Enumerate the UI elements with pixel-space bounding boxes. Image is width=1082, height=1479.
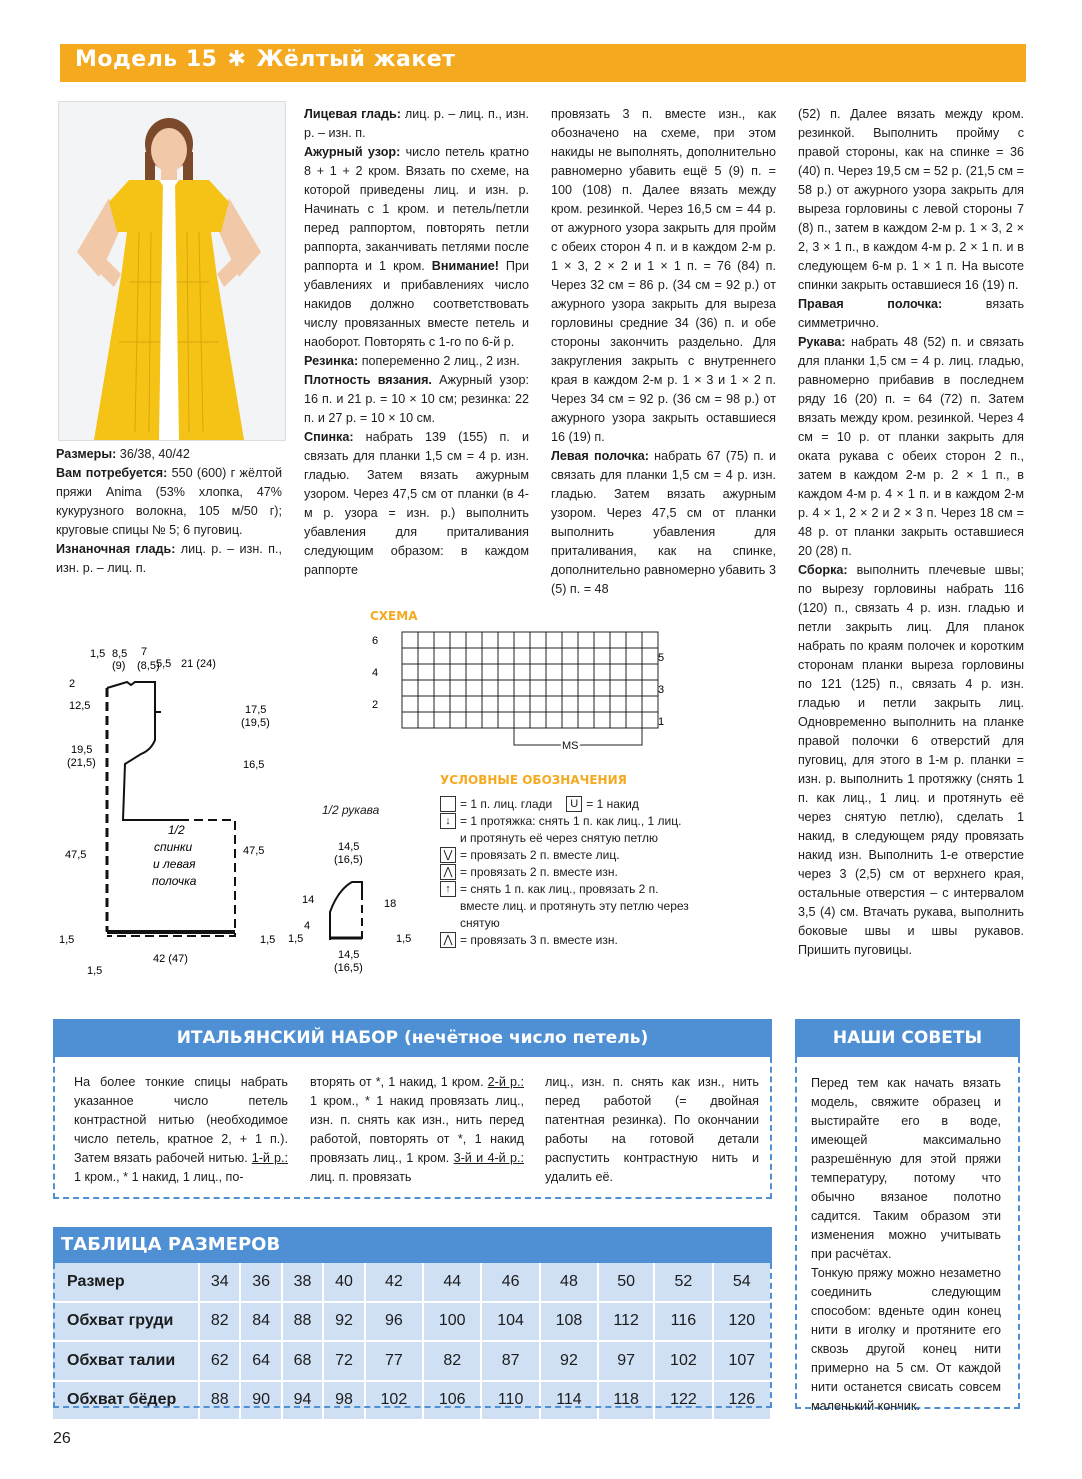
chart-cell bbox=[546, 696, 562, 712]
dim-right-4: 47,5 bbox=[243, 845, 265, 857]
diagram-label-4: полочка bbox=[152, 874, 197, 888]
size-table-cell: 106 bbox=[423, 1381, 481, 1421]
chart-cell bbox=[482, 632, 498, 648]
size-table-cell: 48 bbox=[540, 1263, 598, 1302]
chart-cell bbox=[466, 632, 482, 648]
dim-left-6: 1,5 bbox=[59, 934, 75, 946]
dim-top-4: (9) bbox=[112, 660, 126, 672]
legend-text: = провязать 2 п. вместе изн. bbox=[460, 865, 618, 879]
size-table-cell: 116 bbox=[654, 1302, 712, 1342]
size-table-cell: 98 bbox=[323, 1381, 364, 1421]
italian-col-2 bbox=[310, 1073, 524, 1187]
purl-stitch-text: лиц. р. – изн. п., изн. р. – лиц. п. bbox=[56, 542, 282, 575]
chart-cell bbox=[610, 632, 626, 648]
legend-text: = снять 1 п. как лиц., провязать 2 п. вместе лиц. и протянуть эту петлю через снятую bbox=[460, 882, 689, 930]
tips-text bbox=[811, 1074, 1001, 1416]
dim-right-3: 16,5 bbox=[243, 759, 265, 771]
right-front-label: Правая полочка: bbox=[798, 297, 943, 311]
sleeve-dim-left-3: 1,5 bbox=[288, 933, 304, 945]
size-table-cell: 102 bbox=[365, 1381, 423, 1421]
chart-cell bbox=[482, 712, 498, 728]
chart-cell bbox=[514, 664, 530, 680]
chart-cell bbox=[466, 648, 482, 664]
k2tog-icon: ⋁ bbox=[440, 847, 456, 863]
chart-cell bbox=[434, 664, 450, 680]
instructions-column-2 bbox=[304, 105, 529, 580]
chart-cell bbox=[578, 680, 594, 696]
size-table-cell: 68 bbox=[282, 1341, 323, 1381]
sizes-value: 36/38, 40/42 bbox=[116, 447, 190, 461]
chart-cell bbox=[562, 696, 578, 712]
chart-cell bbox=[530, 664, 546, 680]
chart-cell bbox=[562, 680, 578, 696]
tip-2: Тонкую пряжу можно незаметно соединить следующим способом: вденьте один конец нити в иголку и протяните его сквозь другой конец нити примерно на 5 см. От каждой нити останется свисать совсем маленький кончик. bbox=[811, 1266, 1001, 1413]
legend bbox=[440, 796, 690, 949]
size-table-cell: 82 bbox=[423, 1341, 481, 1381]
size-table-cell: 54 bbox=[713, 1263, 771, 1302]
italian-text: вторять от *, 1 накид, 1 кром. bbox=[310, 1075, 488, 1089]
size-table-cell: 88 bbox=[282, 1302, 323, 1342]
ssk-icon: ↓ bbox=[440, 813, 456, 829]
chart-cell bbox=[578, 664, 594, 680]
pattern-diagram bbox=[55, 640, 285, 980]
chart-cell bbox=[482, 664, 498, 680]
chart-cell bbox=[530, 648, 546, 664]
chart-cell bbox=[482, 680, 498, 696]
italian-text: лиц. п. провязать bbox=[310, 1170, 412, 1184]
legend-item bbox=[440, 932, 690, 949]
tip-1: Перед тем как начать вязать модель, свяжите образец и выстирайте его в воде, имеющей максимально разрешённую для этой пряжи температуру, потому что обычно вязаное полотно садится. Таким образом эти изменения можно учитывать при расчётах. bbox=[811, 1076, 1001, 1261]
sleeve-dim-top: 14,5 bbox=[338, 841, 360, 853]
size-table-cell: 97 bbox=[598, 1341, 654, 1381]
size-table-cell: 82 bbox=[199, 1302, 240, 1342]
sleeve-dim-left-2: 4 bbox=[304, 920, 311, 932]
size-table-cell: 92 bbox=[323, 1302, 364, 1342]
chart-cell bbox=[562, 632, 578, 648]
left-front-text: набрать 67 (75) п. и связать для планки 1,5 см = 4 р. изн. гладью. Затем вязать ажурным узором. Через 47,5 см от планки выполнить убавления для приталивания, как на спинке, дополнительно равномерно убавить 3 (5) п. = 48 bbox=[551, 449, 776, 596]
chart-cell bbox=[546, 632, 562, 648]
instructions-column-4 bbox=[798, 105, 1024, 960]
chart-cell bbox=[642, 632, 658, 648]
schema-title: СХЕМА bbox=[370, 609, 418, 623]
back-text: набрать 139 (155) п. и связать для планки 1,5 см = 4 р. изн. гладью. Затем вязать ажурным узором. Через 47,5 см от планки (в 4-м р. узора = изн. р.) выполнить убавления для приталивания следующим образом: в каждом раппорте bbox=[304, 430, 529, 577]
chart-cell bbox=[594, 664, 610, 680]
size-table-cell: 34 bbox=[199, 1263, 240, 1302]
dim-right-5: 1,5 bbox=[260, 934, 276, 946]
assembly-text: выполнить плечевые швы; по вырезу горловины набрать 116 (120) п., связать 4 р. изн. гладью и петли закрыть лиц. Для планок набрать по краям полочек и коротким сторонам планки выреза горловины по 121 (125) п., связать 4 р. изн. гладью и петли закрыть лиц. Одновременно выполнить на планке правой полочки 6 отверстий для пуговиц, для этого в 1-м р. планки = изн. р. выполнить 1 протяжку (снять 1 п. как лиц., 1 лиц. и протянуть её через снятую петлю), сделать 1 накид, в следующем ряду провязать накид изн. Выполнить 1-е отверстие через 3 (2,5) см от верхнего края, остальные отверстия – с интервалом 3,5 (4) см. Втачать рукава, выполнить боковые швы и швы рукавов. Пришить пуговицы. bbox=[798, 563, 1024, 957]
chart-cell bbox=[530, 680, 546, 696]
chart-cell bbox=[418, 632, 434, 648]
chart-cell bbox=[626, 664, 642, 680]
chart-cell bbox=[626, 680, 642, 696]
dim-left-3: 19,5 bbox=[71, 744, 93, 756]
chart-cell bbox=[450, 632, 466, 648]
chart-cell bbox=[402, 632, 418, 648]
size-table-cell: 36 bbox=[240, 1263, 281, 1302]
intro-block bbox=[56, 445, 282, 578]
lace-text-2: При убавлениях и прибавлениях число накидов должно соответствовать числу провязанных вместе петель и наоборот. Повторять с 1-го по 6-й р. bbox=[304, 259, 530, 349]
dim-top-6: 5,5 bbox=[156, 658, 172, 670]
dim-left-5: 47,5 bbox=[65, 849, 87, 861]
sleeve-diagram bbox=[290, 830, 420, 980]
chart-cell bbox=[434, 648, 450, 664]
size-table-cell: 50 bbox=[598, 1263, 654, 1302]
legend-title: УСЛОВНЫЕ ОБОЗНАЧЕНИЯ bbox=[440, 773, 627, 787]
chart-cell bbox=[546, 648, 562, 664]
size-table-cell: 87 bbox=[481, 1341, 539, 1381]
sleeve-title: 1/2 рукава bbox=[322, 803, 380, 817]
diagram-label-3: и левая bbox=[153, 857, 196, 871]
size-table-cell: 110 bbox=[481, 1381, 539, 1421]
chart-cell bbox=[642, 664, 658, 680]
row-label-3: 3 bbox=[658, 684, 665, 696]
chart-cell bbox=[402, 712, 418, 728]
chart-cell bbox=[402, 648, 418, 664]
size-table-row bbox=[53, 1341, 771, 1381]
chart-cell bbox=[562, 664, 578, 680]
size-table-row-label: Размер bbox=[53, 1263, 199, 1302]
chart-cell bbox=[530, 632, 546, 648]
dim-top-3: 7 bbox=[141, 646, 148, 658]
legend-item bbox=[440, 796, 690, 813]
chart-cell bbox=[530, 696, 546, 712]
model-photo bbox=[58, 101, 286, 441]
chart-cell bbox=[450, 680, 466, 696]
size-table-cell: 42 bbox=[365, 1263, 423, 1302]
chart-cell bbox=[594, 648, 610, 664]
stitch-chart bbox=[362, 628, 682, 753]
chart-cell bbox=[450, 696, 466, 712]
chart-cell bbox=[642, 648, 658, 664]
size-table-cell: 96 bbox=[365, 1302, 423, 1342]
chart-cell bbox=[482, 696, 498, 712]
chart-cell bbox=[610, 648, 626, 664]
chart-cell bbox=[498, 696, 514, 712]
sizes-label: Размеры: bbox=[56, 447, 117, 461]
size-table-cell: 112 bbox=[598, 1302, 654, 1342]
size-table-cell: 122 bbox=[654, 1381, 712, 1421]
knit-icon bbox=[440, 796, 456, 812]
chart-cell bbox=[594, 680, 610, 696]
chart-cell bbox=[450, 712, 466, 728]
size-table-cell: 120 bbox=[713, 1302, 771, 1342]
dim-bottom: 42 (47) bbox=[153, 953, 188, 965]
size-table bbox=[53, 1263, 772, 1421]
size-table-cell: 77 bbox=[365, 1341, 423, 1381]
chart-cell bbox=[434, 680, 450, 696]
size-table-cell: 44 bbox=[423, 1263, 481, 1302]
size-table-cell: 107 bbox=[713, 1341, 771, 1381]
chart-cell bbox=[578, 648, 594, 664]
dim-left-1: 2 bbox=[69, 678, 76, 690]
size-table-cell: 88 bbox=[199, 1381, 240, 1421]
lace-text: число петель кратно 8 + 1 + 2 кром. Вязать по схеме, на которой приведены лиц. и изн. р. Начинать с 1 кром. и петель/петли перед раппортом, повторять петли раппорта, заканчивать петлями после раппорта и 1 кром. bbox=[304, 145, 529, 273]
chart-cell bbox=[418, 696, 434, 712]
legend-text: = 1 накид bbox=[586, 797, 639, 811]
chart-cell bbox=[546, 712, 562, 728]
legend-text: = 1 п. лиц. глади bbox=[460, 797, 553, 811]
chart-cell bbox=[594, 632, 610, 648]
chart-cell bbox=[418, 664, 434, 680]
size-table-cell: 118 bbox=[598, 1381, 654, 1421]
chart-cell bbox=[578, 712, 594, 728]
dim-left-2: 12,5 bbox=[69, 700, 91, 712]
chart-cell bbox=[402, 696, 418, 712]
legend-item bbox=[440, 881, 690, 932]
size-table-cell: 64 bbox=[240, 1341, 281, 1381]
chart-cell bbox=[594, 696, 610, 712]
legend-text: = провязать 2 п. вместе лиц. bbox=[460, 848, 620, 862]
size-table-row-label: Обхват бёдер bbox=[53, 1381, 199, 1421]
chart-cell bbox=[562, 712, 578, 728]
size-table-cell: 108 bbox=[540, 1302, 598, 1342]
chart-cell bbox=[610, 664, 626, 680]
p3tog-icon: ⋀ bbox=[440, 932, 456, 948]
chart-cell bbox=[466, 696, 482, 712]
chart-cell bbox=[402, 664, 418, 680]
left-front-continued-text: (52) п. Далее вязать между кром. резинкой. Выполнить пройму с правой стороны, как на спинке = 36 (40) п. Через 19,5 см = 52 р. (21,5 см = 58 р.) от ажурного узора закрыть для выреза горловины с левой стороны 7 (8) п., затем в каждом 2-м р. 1 × 3, 2 × 2, 3 × 1 п., в каждом 4-м р. 2 × 1 п. и в следующем 6-м р. 1 × 1 п. На высоте спинки закрыть оставшиеся 16 (19) п. bbox=[798, 107, 1024, 292]
size-table-cell: 126 bbox=[713, 1381, 771, 1421]
materials-value: 550 (600) г жёлтой пряжи Anima (53% хлопка, 47% кукурузного волокна, 105 м/50 г); круговые спицы № 5; 6 пуговиц. bbox=[56, 466, 282, 537]
back-continued-text: провязать 3 п. вместе изн., как обозначено на схеме, при этом накиды не выполнять, дополнительно равномерно убавить ещё 5 (9) п. = 100 (108) п. Далее вязать между кром. резинкой. Через 16,5 см = 44 р. от ажурного узора закрыть для пройм с обеих сторон 4 п. и в каждом 2-м р. 1 × 3, 2 × 2 и 1 × 1 п. = 76 (84) п. Через 32 см = 86 р. (34 см = 92 р.) от ажурного узора закрыть для выреза горловины средние 34 (36) п. и обе стороны закончить раздельно. Для закругления закрыть с внутреннего края в каждом 2-м р. 1 × 3 и 1 × 2 п. Через 34 см = 92 р. (36 см = 98 р.) от ажурного узора закрыть оставшиеся 16 (19) п. bbox=[551, 107, 776, 444]
size-table-cell: 94 bbox=[282, 1381, 323, 1421]
chart-cell bbox=[498, 664, 514, 680]
dim-top-2: 8,5 bbox=[112, 648, 128, 660]
yarn-over-icon: U bbox=[566, 796, 582, 812]
chart-cell bbox=[466, 664, 482, 680]
chart-cell bbox=[434, 696, 450, 712]
size-table-cell: 62 bbox=[199, 1341, 240, 1381]
chart-cell bbox=[626, 648, 642, 664]
size-table-row bbox=[53, 1381, 771, 1421]
chart-cell bbox=[418, 680, 434, 696]
chart-cell bbox=[578, 696, 594, 712]
p2tog-icon: ⋀ bbox=[440, 864, 456, 880]
size-table-cell: 104 bbox=[481, 1302, 539, 1342]
dim-left-7: 1,5 bbox=[87, 965, 103, 977]
chart-cell bbox=[498, 648, 514, 664]
chart-cell bbox=[626, 712, 642, 728]
chart-cell bbox=[450, 664, 466, 680]
italian-text: 1 кром., * 1 накид провязать лиц., изн. п. снять как изн., нить перед работой, повторять от *, 1 накид провязать лиц., 1 кром. bbox=[310, 1094, 524, 1165]
sleeve-dim-right-1: 18 bbox=[384, 898, 397, 910]
star-icon: ✱ bbox=[227, 47, 247, 72]
legend-item bbox=[440, 847, 690, 864]
chart-cell bbox=[482, 648, 498, 664]
size-table-cell: 90 bbox=[240, 1381, 281, 1421]
row-3-4-label: 3-й и 4-й р.: bbox=[453, 1151, 525, 1165]
row-label-6: 6 bbox=[372, 635, 379, 647]
dim-top-5: (8,5) bbox=[137, 660, 160, 672]
size-table-title: ТАБЛИЦА РАЗМЕРОВ bbox=[53, 1227, 772, 1263]
left-front-label: Левая полочка: bbox=[551, 449, 649, 463]
sleeve-dim-left-1: 14 bbox=[302, 894, 315, 906]
legend-text: = провязать 3 п. вместе изн. bbox=[460, 933, 618, 947]
chart-cell bbox=[450, 648, 466, 664]
legend-item bbox=[440, 864, 690, 881]
chart-cell bbox=[610, 712, 626, 728]
chart-cell bbox=[434, 632, 450, 648]
size-table-row bbox=[53, 1302, 771, 1342]
chart-cell bbox=[546, 680, 562, 696]
dim-left-4: (21,5) bbox=[67, 757, 96, 769]
size-table-cell: 84 bbox=[240, 1302, 281, 1342]
model-number: Модель 15 bbox=[75, 47, 218, 72]
rib-text: попеременно 2 лиц., 2 изн. bbox=[358, 354, 520, 368]
rib-label: Резинка: bbox=[304, 354, 359, 368]
model-title: Жёлтый жакет bbox=[256, 47, 456, 72]
chart-cell bbox=[562, 648, 578, 664]
sleeve-dim-right-2: 1,5 bbox=[396, 933, 412, 945]
chart-cell bbox=[642, 680, 658, 696]
italian-col-3: лиц., изн. п. снять как изн., нить перед работой (= двойная патентная резинка). По окончании работы на готовой детали распустить контрастную нить и удалить её. bbox=[545, 1075, 759, 1184]
chart-cell bbox=[626, 696, 642, 712]
row-label-5: 5 bbox=[658, 652, 665, 664]
size-table-cell: 102 bbox=[654, 1341, 712, 1381]
row-label-2: 2 bbox=[372, 699, 379, 711]
chart-cell bbox=[466, 712, 482, 728]
chart-cell bbox=[514, 632, 530, 648]
chart-cell bbox=[418, 648, 434, 664]
italian-col-1 bbox=[74, 1073, 288, 1187]
size-table-cell: 38 bbox=[282, 1263, 323, 1302]
chart-cell bbox=[546, 664, 562, 680]
sleeve-dim-top-2: (16,5) bbox=[334, 854, 363, 866]
sk2p-icon: ↑ bbox=[440, 881, 456, 897]
stockinette-label: Лицевая гладь: bbox=[304, 107, 401, 121]
chart-cell bbox=[434, 712, 450, 728]
chart-cell bbox=[578, 632, 594, 648]
chart-cell bbox=[594, 712, 610, 728]
size-table-cell: 114 bbox=[540, 1381, 598, 1421]
size-table-row-label: Обхват талии bbox=[53, 1341, 199, 1381]
chart-cell bbox=[418, 712, 434, 728]
diagram-label-1: 1/2 bbox=[168, 823, 185, 837]
dim-right-2: (19,5) bbox=[241, 717, 270, 729]
row-2-label: 2-й р.: bbox=[487, 1075, 525, 1089]
row-label-1: 1 bbox=[658, 716, 665, 728]
chart-cell bbox=[498, 680, 514, 696]
size-table-cell: 46 bbox=[481, 1263, 539, 1302]
sleeves-text: набрать 48 (52) п. и связать для планки 1,5 см = 4 р. лиц. гладью, равномерно прибавив в последнем ряду 16 (20) п. = 64 (72) п. Затем вязать между кром. резинкой. Через 4 см = 10 р. от планки закрыть для оката рукава с обеих сторон 2 п., затем в каждом 2-м р. 2 × 1 п., в каждом 4-м р. 4 × 1 п. и в каждом 2-м р. 4 × 1, 2 × 2 и 2 × 3 п. Через 18 см = 48 р. от планки закрыть оставшиеся 20 (28) п. bbox=[798, 335, 1024, 558]
size-table-cell: 100 bbox=[423, 1302, 481, 1342]
page-title bbox=[75, 47, 455, 72]
chart-cell bbox=[514, 648, 530, 664]
legend-text: = 1 протяжка: снять 1 п. как лиц., 1 лиц. и протянуть её через снятую петлю bbox=[460, 814, 682, 845]
gauge-label: Плотность вязания. bbox=[304, 373, 432, 387]
materials-label: Вам потребуется: bbox=[56, 466, 168, 480]
size-table-row-label: Обхват груди bbox=[53, 1302, 199, 1342]
chart-cell bbox=[642, 712, 658, 728]
page-number: 26 bbox=[53, 1430, 71, 1447]
size-table-cell: 92 bbox=[540, 1341, 598, 1381]
right-front-text: вязать симметрично. bbox=[798, 297, 1025, 330]
row-label-4: 4 bbox=[372, 667, 379, 679]
lace-label: Ажурный узор: bbox=[304, 145, 401, 159]
size-table-cell: 72 bbox=[323, 1341, 364, 1381]
sleeve-dim-bottom-2: (16,5) bbox=[334, 962, 363, 974]
purl-stitch-label: Изнаночная гладь: bbox=[56, 542, 176, 556]
assembly-label: Сборка: bbox=[798, 563, 848, 577]
rapport-label: MS bbox=[562, 740, 579, 752]
gauge-text: Ажурный узор: 16 п. и 21 р. = 10 × 10 см; резинка: 22 п. и 27 р. = 10 × 10 см. bbox=[304, 373, 529, 425]
dim-top-7: 21 (24) bbox=[181, 658, 216, 670]
chart-cell bbox=[642, 696, 658, 712]
attention-label: Внимание! bbox=[431, 259, 499, 273]
chart-cell bbox=[402, 680, 418, 696]
italian-cast-on-title: ИТАЛЬЯНСКИЙ НАБОР (нечётное число петель) bbox=[53, 1019, 772, 1057]
tips-title: НАШИ СОВЕТЫ bbox=[795, 1019, 1020, 1057]
chart-cell bbox=[514, 696, 530, 712]
chart-cell bbox=[514, 680, 530, 696]
size-table-cell: 40 bbox=[323, 1263, 364, 1302]
chart-cell bbox=[626, 632, 642, 648]
size-table-row bbox=[53, 1263, 771, 1302]
chart-cell bbox=[514, 712, 530, 728]
italian-text: 1 кром., * 1 накид, 1 лиц., по- bbox=[74, 1170, 244, 1184]
stockinette-text: лиц. р. – лиц. п., изн. р. – изн. п. bbox=[304, 107, 529, 140]
row-1-label: 1-й р.: bbox=[251, 1151, 288, 1165]
italian-text: На более тонкие спицы набрать указанное число петель контрастной нитью (необходимое число петель, кратное 2, + 1 п.). Затем вязать рабочей нитью. bbox=[74, 1075, 288, 1165]
dim-right-1: 17,5 bbox=[245, 704, 267, 716]
sleeve-dim-bottom: 14,5 bbox=[338, 949, 360, 961]
dim-top-1: 1,5 bbox=[90, 648, 106, 660]
chart-cell bbox=[466, 680, 482, 696]
chart-cell bbox=[498, 712, 514, 728]
size-table-cell: 52 bbox=[654, 1263, 712, 1302]
legend-item bbox=[440, 813, 690, 847]
back-label: Спинка: bbox=[304, 430, 354, 444]
chart-cell bbox=[610, 696, 626, 712]
diagram-label-2: спинки bbox=[154, 840, 193, 854]
instructions-column-3 bbox=[551, 105, 776, 599]
chart-cell bbox=[530, 712, 546, 728]
sleeves-label: Рукава: bbox=[798, 335, 846, 349]
chart-cell bbox=[610, 680, 626, 696]
chart-cell bbox=[498, 632, 514, 648]
